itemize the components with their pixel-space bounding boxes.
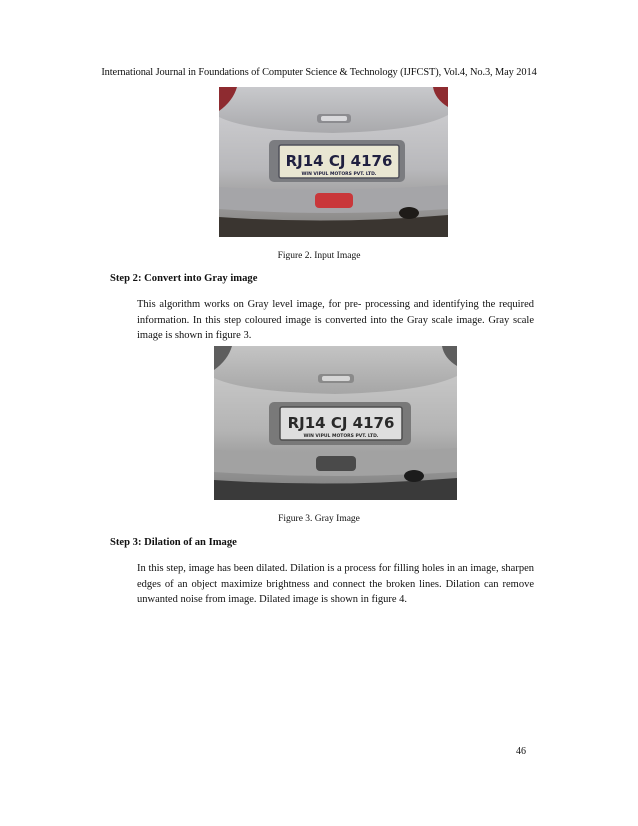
rear-reflector xyxy=(315,193,353,208)
figure-2-caption: Figure 2. Input Image xyxy=(277,251,361,261)
running-header: International Journal in Foundations of Computer Science & Technology (IJFCST), Vol.4, No.3, May 2014 xyxy=(101,67,537,78)
car-rear-photo-color xyxy=(219,87,448,237)
figure-gray-image xyxy=(214,346,457,500)
page-number: 46 xyxy=(516,746,526,757)
section-paragraph-step-3: In this step, image has been dilated. Dilation is a process for filling holes in an image, sharpen edges of an object maximize brightness and connect the broken lines. Dilation can remove unwanted noise from image. Dilated image is shown in figure 4. xyxy=(137,563,534,605)
section-heading-step-2: Step 2: Convert into Gray image xyxy=(110,273,258,284)
section-paragraph-step-2: This algorithm works on Gray level image, for pre- processing and identifying the required information. In this step coloured image is converted into the Gray scale image. Gray scale image is shown in figure 3. xyxy=(137,299,534,341)
figure-input-image xyxy=(219,87,448,237)
rear-reflector xyxy=(316,456,356,471)
plate-number-text: RJ14 CJ 4176 xyxy=(285,152,393,170)
section-heading-step-3: Step 3: Dilation of an Image xyxy=(110,537,237,548)
car-rear-photo-gray xyxy=(214,346,457,500)
plate-number-text: RJ14 CJ 4176 xyxy=(287,414,395,432)
figure-3-caption: Figure 3. Gray Image xyxy=(278,514,360,524)
plate-dealer-text: WIN VIPUL MOTORS PVT. LTD. xyxy=(303,434,379,439)
plate-dealer-text: WIN VIPUL MOTORS PVT. LTD. xyxy=(301,172,377,177)
